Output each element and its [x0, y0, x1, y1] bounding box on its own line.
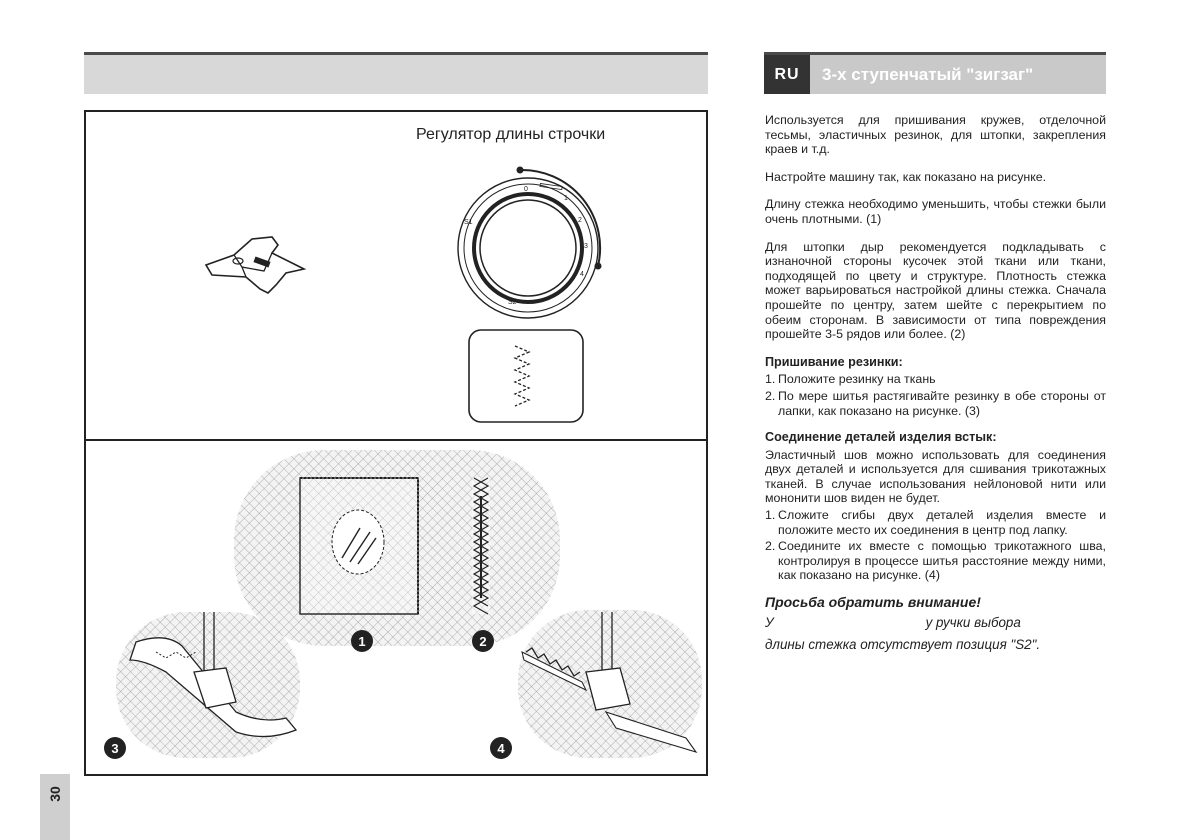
joining-seam-illustration — [518, 610, 702, 758]
dial-mark-3: 3 — [584, 243, 588, 250]
joining-paragraph: Эластичный шов можно использовать для соединения двух деталей и используется для сшивания трикотажных тканей. В случае использования нейлоновой нити или мононити шов виден не будет. — [765, 447, 1106, 506]
note-line-1-end: у ручки выбора — [925, 614, 1021, 630]
intro-paragraph: Используется для пришивания кружев, отделочной тесьмы, эластичных резинок, для штопки, закрепления краев и т.д. — [765, 113, 1106, 157]
length-paragraph: Длину стежка необходимо уменьшить, чтобы стежки были очень плотными. (1) — [765, 197, 1106, 226]
list-item-number: 1. — [765, 372, 776, 387]
note-title: Просьба обратить внимание! — [765, 594, 981, 611]
illustration-svg — [86, 112, 706, 774]
darning-patch-illustration — [234, 450, 560, 646]
list-item-text: Сложите сгибы двух деталей изделия вместе и положите место их соединения в центр под лапку. — [778, 508, 1106, 537]
list-item — [765, 389, 1106, 418]
page-number: 30 — [47, 786, 63, 802]
list-item-number: 1. — [765, 508, 776, 523]
figure-divider — [86, 439, 706, 441]
step-badge-2-label: 2 — [479, 634, 487, 649]
dial-mark-0: 0 — [524, 186, 528, 193]
note-line-2: длины стежка отсутствует позиция "S2". — [765, 636, 1041, 652]
darning-paragraph: Для штопки дыр рекомендуется подкладывать с изнаночной стороны кусочек этой ткани или ткани, подходящей по цвету и структуре. Плотность стежка может варьироваться настройкой длины стежка. Сначала прошейте по центру, затем шейте с перекрытием по обеим сторонам. В зависимости от типа повреждения прошейте 3-5 рядов или более. (2) — [765, 239, 1106, 342]
list-item-text: Положите резинку на ткань — [778, 372, 936, 387]
dial-mark-1: 1 — [564, 195, 568, 202]
setup-paragraph: Настройте машину так, как показано на рисунке. — [765, 169, 1047, 184]
dial-mark-2: 2 — [578, 217, 582, 224]
note-line-1 — [765, 614, 1106, 632]
list-item-number: 2. — [765, 539, 776, 554]
illustration-frame — [84, 110, 708, 776]
language-badge: RU — [764, 55, 810, 94]
dial-mark-s2: S2 — [508, 299, 517, 306]
step-badge-1 — [351, 630, 373, 652]
stitch-pattern-icon — [469, 330, 583, 422]
step-badge-3 — [104, 737, 126, 759]
dial-mark-s1: S1 — [464, 219, 473, 226]
list-item — [765, 372, 1106, 387]
presser-foot-icon — [206, 237, 304, 293]
elastic-sewing-illustration — [116, 612, 300, 758]
list-item — [765, 539, 1106, 583]
dial-caption: Регулятор длины строчки — [416, 126, 606, 143]
joining-heading: Соединение деталей изделия встык: — [765, 430, 997, 445]
section-header — [764, 52, 1106, 94]
step-badge-2 — [472, 630, 494, 652]
step-badge-1-label: 1 — [358, 634, 366, 649]
section-title: 3-х ступенчатый "зигзаг" — [810, 55, 1106, 94]
list-item — [765, 508, 1106, 537]
elastic-heading: Пришивание резинки: — [765, 354, 903, 369]
step-badge-4-label: 4 — [497, 741, 505, 756]
note-line-1-start: У — [765, 614, 774, 630]
step-badge-3-label: 3 — [111, 741, 119, 756]
joining-steps — [765, 508, 1106, 583]
list-item-text: По мере шитья растягивайте резинку в обе стороны от лапки, как показано на рисунке. (3) — [778, 388, 1106, 418]
list-item-text: Соедините их вместе с помощью трикотажного шва, контролируя в процессе шитья расстояние между ними, как показано на рисунке. (4) — [778, 539, 1106, 583]
elastic-steps — [765, 372, 1106, 418]
stitch-length-dial — [458, 167, 602, 319]
list-item-number: 2. — [765, 388, 776, 403]
dial-mark-4: 4 — [580, 271, 584, 278]
step-badge-4 — [490, 737, 512, 759]
left-header-bar — [84, 52, 708, 94]
instructions-column — [765, 113, 1106, 658]
